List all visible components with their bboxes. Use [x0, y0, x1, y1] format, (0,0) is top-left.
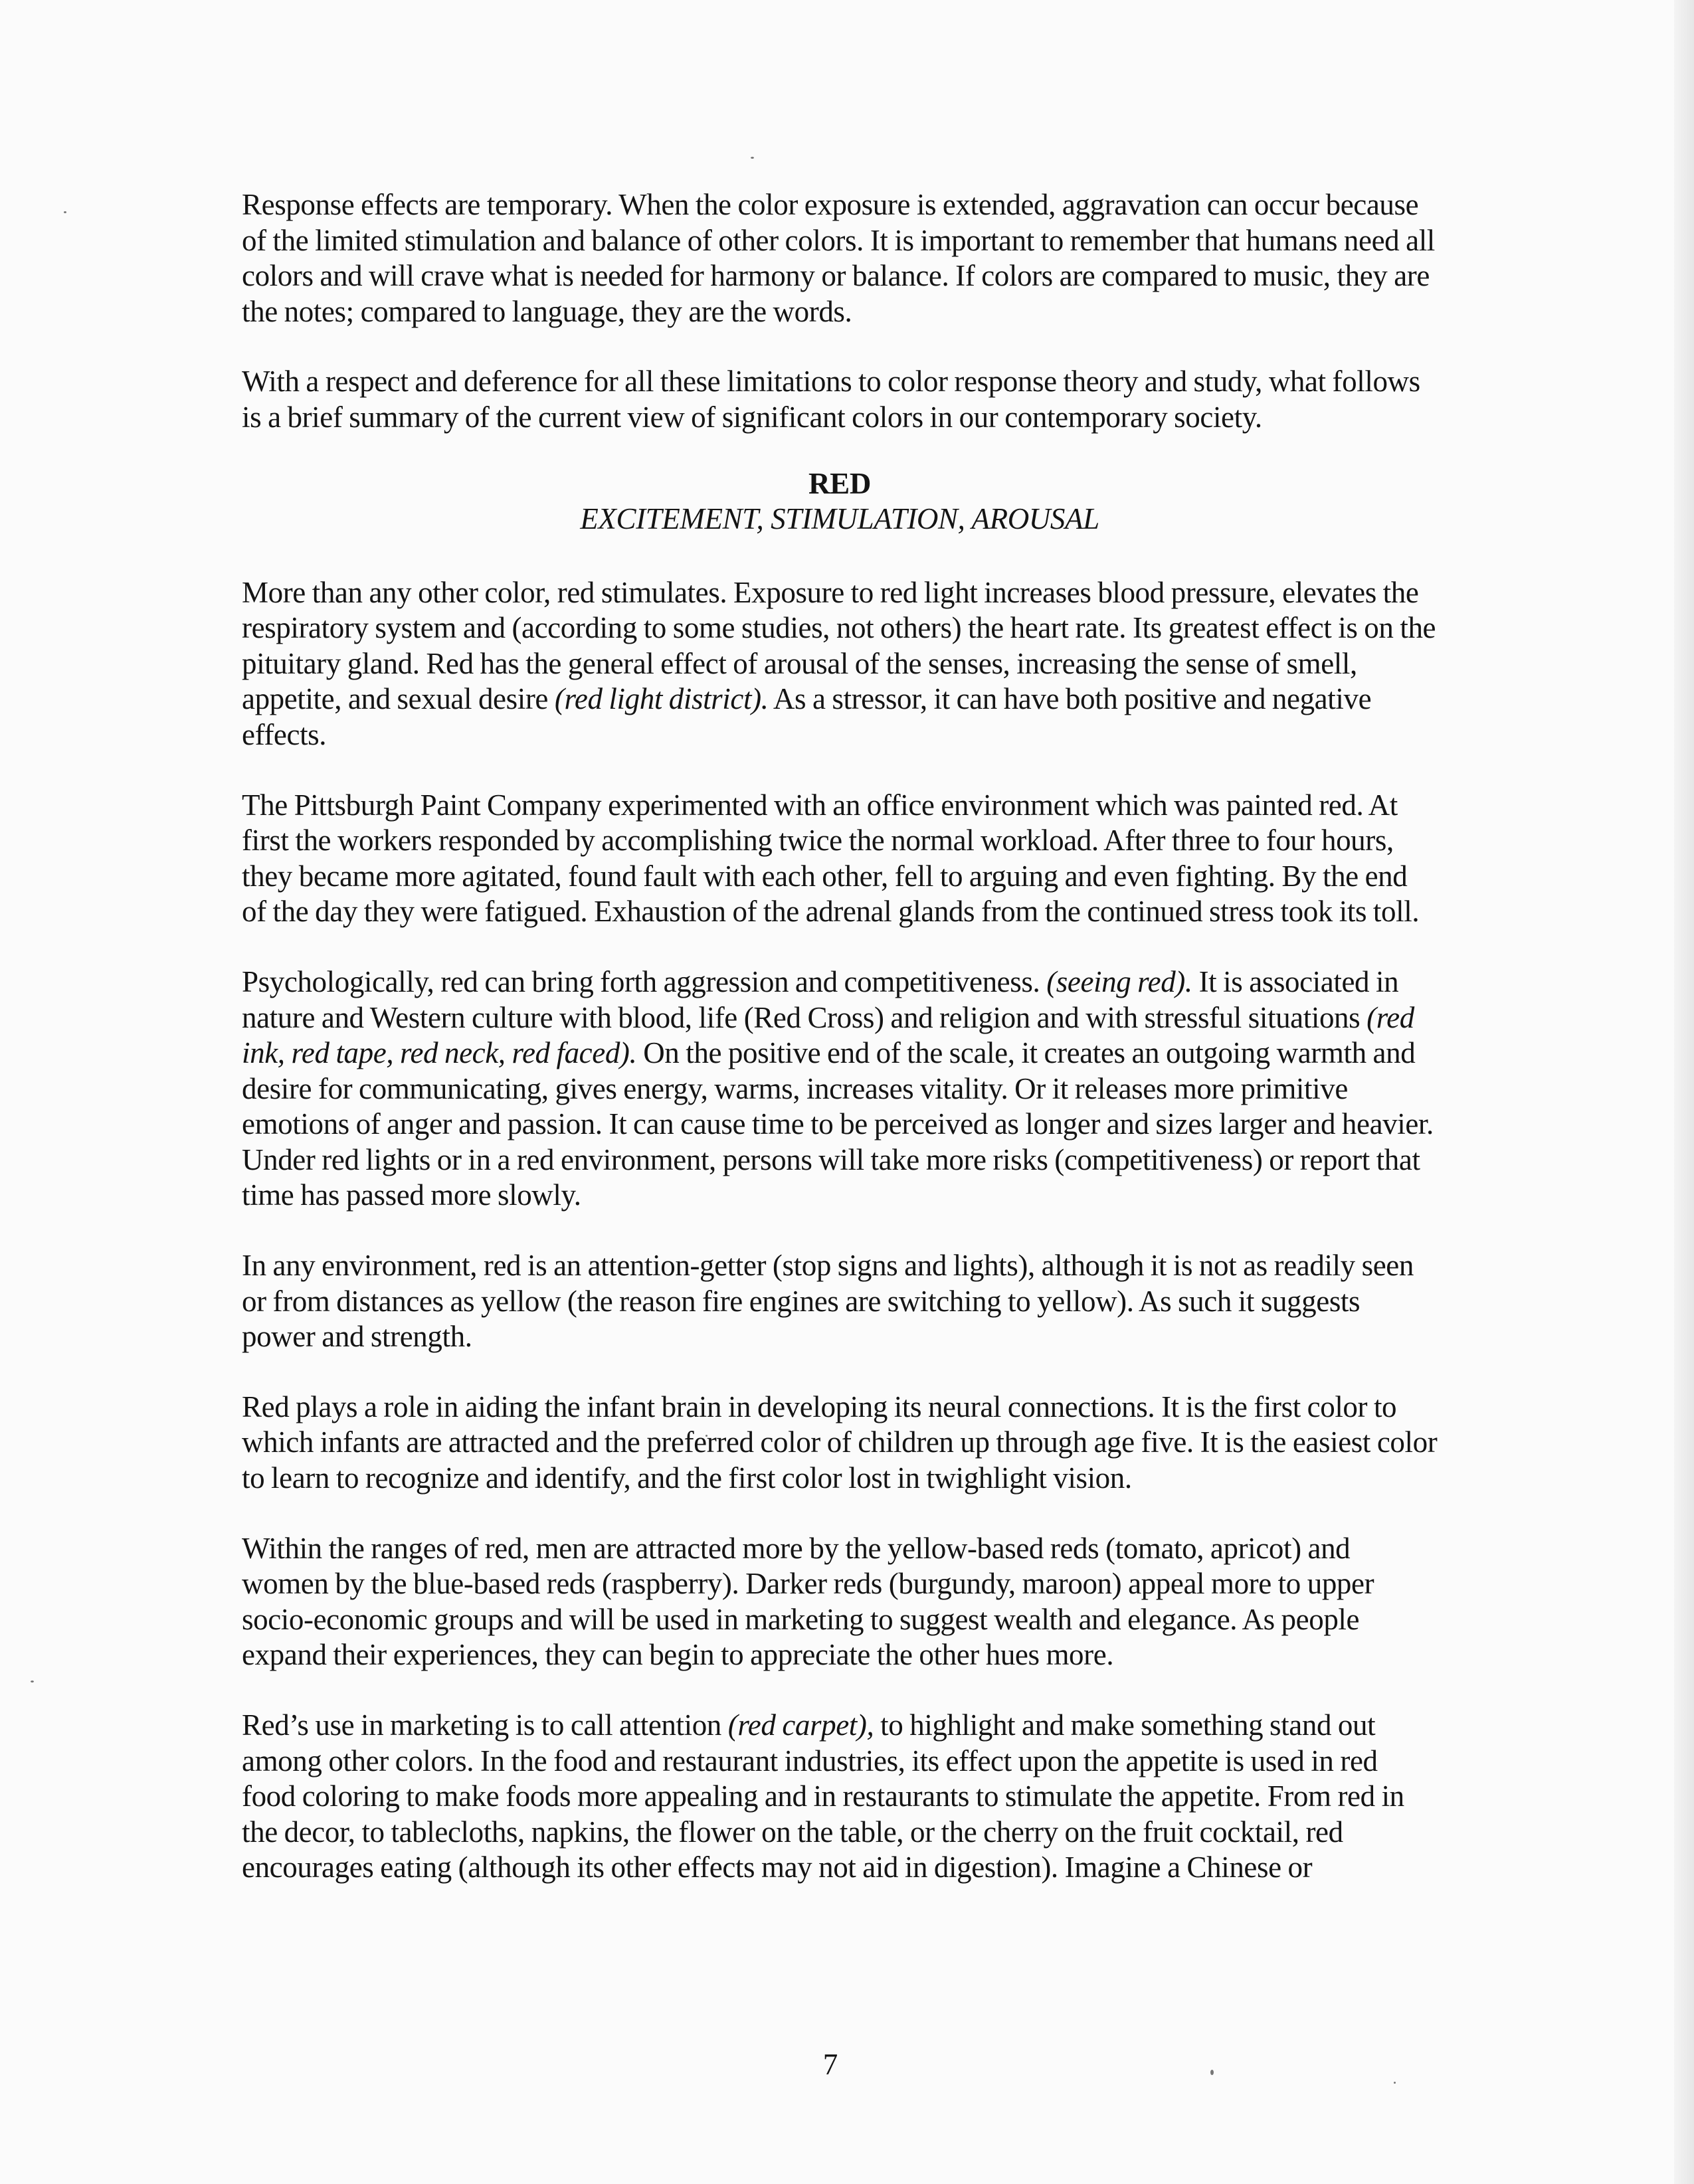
page-edge-shadow [1674, 0, 1694, 2184]
italic-run: (red light district). [554, 682, 769, 716]
document-body [242, 187, 1438, 1920]
paragraph-marketing [242, 1708, 1438, 1886]
paragraph-ranges-of-red: Within the ranges of red, men are attracted more by the yellow-based reds (tomato, apricot) and women by the blue-based reds (raspberry). Darker reds (burgundy, maroon) appeal more to upper socio-economic groups and will be used in marketing to suggest wealth and elegance. As people expand their experiences, they can begin to appreciate the other hues more. [242, 1531, 1374, 1672]
text-run: Psychologically, red can bring forth aggression and competitiveness. [242, 964, 1047, 998]
scan-speck [1394, 2082, 1396, 2084]
italic-run: (red ink, red tape, red neck, red faced). [242, 1000, 1414, 1070]
paragraph-red-stimulates [242, 575, 1438, 753]
text-run: More than any other color, red stimulates. Exposure to red light increases blood pressure, elevates the respiratory system and (according to some studies, not others) the heart rate. Its greatest effect is on the pituitary gland. Red has the general effect of arousal of the senses, increasing the sense of smell, appetite, and sexual desire [242, 575, 1436, 716]
text-run: On the positive end of the scale, it creates an outgoing warmth and desire for communicating, gives energy, warms, increases vitality. Or it releases more primitive emotions of anger and passion. It can cause time to be perceived as longer and sizes larger and heavier. Under red lights or in a red environment, persons will take more risks (competitiveness) or report that time has passed more slowly. [242, 1036, 1434, 1212]
scan-speck [1210, 2070, 1214, 2075]
scan-speck [31, 1681, 34, 1683]
section-heading [242, 466, 1438, 537]
paragraph-intro-1: Response effects are temporary. When the color exposure is extended, aggravation can occur because of the limited stimulation and balance of other colors. It is important to remember that humans need all colors and will crave what is needed for harmony or balance. If colors are compared to music, they are the notes; compared to language, they are the words. [242, 188, 1435, 328]
text-run: to highlight and make something stand out among other colors. In the food and restaurant industries, its effect upon the appetite is used in red food coloring to make foods more appealing and in restaurants to stimulate the appetite. From red in the decor, to tablecloths, napkins, the flower on the table, or the cherry on the fruit cocktail, red encourages eating (although its other effects may not aid in digestion). Imagine a Chinese or [242, 1708, 1404, 1884]
text-run: It is associated in nature and Western culture with blood, life (Red Cross) and religion and with stressful situations [242, 964, 1399, 1034]
section-title: RED [808, 466, 872, 500]
text-run: As a stressor, it can have both positive and negative effects. [242, 682, 1372, 751]
paragraph-infant-brain: Red plays a role in aiding the infant brain in developing its neural connections. It is the first color to which infants are attracted and the preferred color of children up through age five. It is the easiest color to learn to recognize and identify, and the first color lost in twighlight vision. [242, 1390, 1438, 1495]
page-number: 7 [822, 2048, 838, 2081]
scan-speck [64, 211, 66, 213]
italic-run: (red carpet), [727, 1708, 874, 1742]
paragraph-psychology [242, 964, 1438, 1214]
scan-speck [751, 157, 754, 159]
paragraph-attention-getter: In any environment, red is an attention-getter (stop signs and lights), although it is not as readily seen or from distances as yellow (the reason fire engines are switching to yellow). As such it suggests power and strength. [242, 1249, 1414, 1354]
section-subtitle: EXCITEMENT, STIMULATION, AROUSAL [580, 501, 1099, 535]
paragraph-pittsburgh-experiment: The Pittsburgh Paint Company experimented with an office environment which was painted red. At first the workers responded by accomplishing twice the normal workload. After three to four hours, they became more agitated, found fault with each other, fell to arguing and even fighting. By the end of the day they were fatigued. Exhaustion of the adrenal glands from the continued stress took its toll. [242, 788, 1420, 929]
italic-run: (seeing red). [1046, 964, 1192, 998]
paragraph-intro-2: With a respect and deference for all these limitations to color response theory and study, what follows is a brief summary of the current view of significant colors in our contemporary society. [242, 365, 1420, 434]
text-run: Red’s use in marketing is to call attention [242, 1708, 728, 1742]
